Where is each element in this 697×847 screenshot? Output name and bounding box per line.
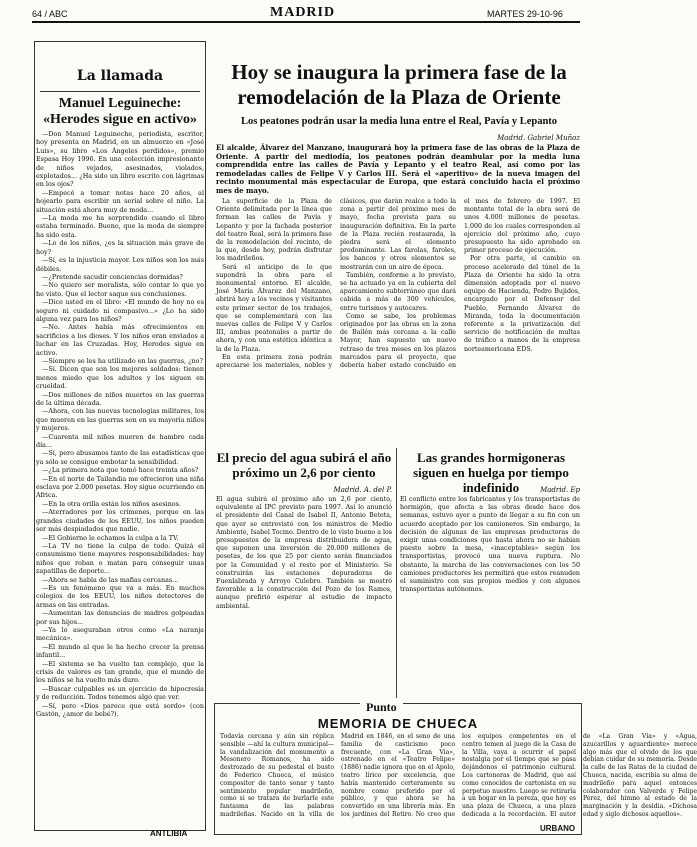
llamada-paragraph: —Dice usted en el libro: «El mundo de hoy no es seguro ni cuidado ni compasivo...» ¿Lo ha sido alguna vez para los niños? <box>36 298 204 323</box>
llamada-paragraph: —Sí, pero «Dios parece que está sordo» (con Gastón, ¿amor de bebé?). <box>36 701 204 719</box>
llamada-paragraph: —Ahora se habla de las mafias cercanas... <box>42 575 179 584</box>
llamada-paragraph: —La moda me ha sorprendido cuando el libro estaba terminado. Bueno, que la moda de siempre ha sido esta. <box>36 214 204 239</box>
punto-signature: URBANO <box>540 824 576 833</box>
strike-body: El conflicto entre los fabricantes y los transportistas de hormigón, que afecta a las obras desde hace dos semanas, estuvo ayer a punto de llegar a su fin con un acuerdo aceptado por los camioneros. Sin embargo, la decisión de algunas de las empresas productoras de exigir unas condiciones que hasta ahora no se habían puesto sobre la mesa, «inaceptables» según los transportistas, provocó una nueva ruptura. No obstante, la marcha de las conversaciones con los 50 camiones productores les permitirá que estos reanuden el suministro con sus propios medios y con algunos transportistas autónomos. <box>400 496 580 594</box>
llamada-paragraph: —Sí, pero abusamos tanto de las estadísticas que ya sólo se consigue embotar la sensibilidad. <box>36 449 204 466</box>
llamada-paragraph: —¿Pretende sacudir conciencias dormidas? <box>42 272 183 281</box>
llamada-paragraph: —Siempre se les ha utilizado en las guerras, ¿no? <box>42 356 203 365</box>
llamada-paragraph: —No. Antes había más ofrecimientos en sacrificios a los dioses. Y los niños eran enviados a luchar en las Cruzadas. Hoy, Herodes sigue en activo. <box>36 323 204 357</box>
main-paragraph: Será el anticipo de lo que supondrá la obra para el monumental entorno. El alcalde, José María Álvarez del Manzano, abrirá hoy a los vecinos y visitantes este primer sector de los trabajos, que se complementará con las nuevas calles de Felipe V y Carlos III, ambas peatonales a partir de ahora, y con una estética idéntica a la de la Plaza. <box>216 263 332 353</box>
punto-label: Punto <box>360 700 403 715</box>
header-rule <box>32 21 580 23</box>
strike-headline: Las grandes hormigoneras siguen en huelga por tiempo indefinido <box>413 450 569 495</box>
punto-body: Todavía cercana y aún sin réplica sensible —ahí la cultura municipal— la vandalización del monumento a Mesonero Romanos, ha sido destrozado de su pedestal el busto de Federico Chueca, el músico compositor de tanto sonar y tanto sentimiento popular madrileño, como si se tratara de burlarle este fantasma de las palabras madrileñas. Nacido en la villa de Madrid en 1846, en el seno de una familia de casticismo poco frecuente, con «La Gran Vía», estrenado en el «Teatro Felipe» (1886) nadie ignora que en el Apolo, teatro lírico por excelencia, que había mantenido certeramente su nombre como preferido por el público, y que ahora se ha convertido en una librería más. En los jardines del Retiro. No creo que los equipos competentes en el centro temen al juego de la Casa de la Villa, vaya a ocurrir el papel nostalgia por el tiempo que se pasa dejándonos el patrimonio cultural. Los cartoneras de Madrid, que así como conocidos de cartonista en su perpetuo nuestro. Luego se retiraría a un hogar en la pereza, que hoy es una plaza de Chueca, a una plaza dedicada a la recordación. El autor de «La Gran Vía» y «Agua, azucarillos y aguardiente» merece algo más que el olvido de los que debían cuidar de su memoria. Desde la calle de las Ratas de la ciudad de Chueca, nacida, escribía su alma de madrileño para aquel entonces colaborador con Valverde y Felipe Pérez, del himno al estado de la marginación y la desidia. «Dichosa edad y siglo dichosos aquellos». <box>220 733 697 818</box>
main-byline: Madrid. Gabriel Muñoz <box>497 134 580 142</box>
llamada-paragraph: —Empecé a tomar notas hace 20 años, al hojearlo para escribir un serial sobre el niño. La situación está ahora muy de moda... <box>36 188 204 214</box>
llamada-paragraph: —Dos millones de niños muertos en las guerras de la última década. <box>36 390 204 407</box>
llamada-paragraph: —Lo de los niños, ¿es la situación más grave de hoy? <box>36 239 204 256</box>
main-paragraph: En esta primera zona podrán apreciarse los materiales, nobles y clásicos, que darán realce a todo la zona a partir del próximo mes de mayo, fecha prevista para su inauguración definitiva. En la parte de la Plaza recién restaurada, la piedra será el elemento predominante. Las farolas, faroles, los bancos y otros elementos se mostrarán con un aire de época. <box>216 198 456 370</box>
section-title: MADRID <box>270 5 336 20</box>
llamada-paragraph: —En la otra orilla están los niños asesinos. <box>42 499 181 508</box>
llamada-paragraph: —¿La primera nota que tomó hace treinta años? <box>42 466 199 475</box>
llamada-paragraph: —El sistema se ha vuelto tan complejo, que la crisis de valores es tan grande, que el mundo de los niños se ha vuelto más duro. <box>36 659 204 685</box>
llamada-paragraph: —Aumentan las denuncias de madres golpeadas por sus hijos... <box>36 609 204 626</box>
llamada-paragraph: —Cuarenta mil niños mueren de hambre cada día... <box>36 432 204 450</box>
water-headline: El precio del agua subirá el año próximo un 2,6 por ciento <box>216 450 392 480</box>
llamada-paragraph: —En el norte de Tailandia me ofrecieron una niña esclava por 2.000 pesetas. Hoy sigue ocurriendo en Africa. <box>36 474 204 500</box>
water-byline: Madrid. A. del P. <box>333 486 392 494</box>
main-paragraph: También, conforme a lo previsto, se ha actuado ya en la cubierta del aparcamiento subterráneo que dará cabida a más de 300 vehículos, entre turismos y autocares. <box>340 271 456 312</box>
main-subheadline: Los peatones podrán usar la media luna entre el Real, Pavía y Lepanto <box>240 116 558 127</box>
llamada-paragraph: —Don Manuel Leguineche, periodista, escritor, hoy presenta en Madrid, en un almuerzo en «José Luis», su libro «Los Ángeles perdidos», premio Espasa Hoy 1996. En una colección impresionante de niños vejados, asesinados, violados, explotados... ¿Ha sido un libro escrito con lágrimas en los ojos? <box>36 130 204 189</box>
main-paragraph: Por otra parte, el cambio en proceso acelerado del túnel de la Plaza de Oriente ha sido la otra dimensión adoptada por el nuevo equipo de Hacienda, Pedro Bujidos, encargado por el Defensor del Pueblo, Fernando Álvarez de Miranda, toda la documentación referente a la privatización del servicio de notificación de multas de tráfico a manos de la empresa norteamericana EDS. <box>464 255 580 353</box>
llamada-paragraph: —El mundo al que le ha hecho crecer la prensa infantil... <box>36 642 204 660</box>
llamada-signature: ANTLIBIA <box>150 829 188 838</box>
main-paragraph: La superficie de la Plaza de Oriente delimitada por la línea que forman las calles de Pavía y Lepanto y por la fachada posterior del teatro Real, será la primera fase de la remodelación del recinto, de la que, desde hoy, podrán disfrutar los madrileños. <box>216 198 332 263</box>
llamada-paragraph: —El Gobierno le echamos la culpa a la TV. <box>42 533 179 542</box>
column-divider <box>396 448 397 698</box>
llamada-rule <box>40 91 200 92</box>
llamada-paragraph: —No quiero ser moralista, sólo contar lo que yo he visto. Que el lector saque sus conclusiones. <box>36 281 204 298</box>
llamada-paragraph: —Ahora, con las nuevas tecnologías militares, los que mueren en las guerras son en su mayoría niños y mujeres. <box>36 407 204 433</box>
llamada-headline: Manuel Leguineche: «Herodes sigue en activo» <box>42 96 198 127</box>
water-body: El agua subirá el próximo año un 2,6 por ciento, equivalente al IPC previsto para 1997. Así lo anunció el presidente del Canal de Isabel II, Antonio Beteta, que ayer se entrevistó con los ministros de Medio Ambiente, Isabel Tocino. Dentro de lo visto bueno a los presupuestos de la empresa distribuidora de agua, que suponen una inversión de 20.000 millones de pesetas, de los que 25 por ciento serán financiados por la Comunidad y el resto por el Ministerio. Se construirán las estaciones depuradoras de Fuenlabrada y Arroyo Culebro. También se mostró favorable a la construcción del Pozo de los Ramos, aunque prefirió esperar al estudio de impacto ambiental. <box>216 496 392 610</box>
issue-date: MARTES 29-10-96 <box>487 9 563 19</box>
llamada-section-label: La llamada <box>76 68 164 84</box>
page-number: 64 / ABC <box>32 9 68 19</box>
main-headline: Hoy se inaugura la primera fase de la remodelación de la Plaza de Oriente <box>231 60 567 109</box>
llamada-paragraph: —Buscar culpables es un ejercicio de hipocresía y de reducción. Todos tenemos algo que ver. <box>36 684 204 702</box>
llamada-paragraph: —Sí, es la injusticia mayor. Los niños son los más débiles. <box>36 256 204 273</box>
punto-headline: MEMORIA DE CHUECA <box>317 716 479 731</box>
llamada-paragraph: —La TV no tiene la culpa de todo. Quizá el consumismo tiene mayores responsabilidades: hay niños que roban o matan para conseguir unas zapatillas de deporte... <box>36 541 204 576</box>
llamada-paragraph: —Ya lo aseguraban otros como «La naranja mecánica». <box>36 625 204 643</box>
main-paragraph: Como se sabe, los problemas originados por las obras en la zona de Bailén más cercana a la calle Mayor, han supuesto un nuevo retraso de tres meses en los plazos marcados para el proyecto, que debería haber estado concluido en el mes de febrero de 1997. El montante total de la obra será de unos 4.000 millones de pesetas. 1.000 de los cuales corresponden al ejercicio del próximo año, cuyo presupuesto ha sido aprobado en primer proceso de ejecución. <box>340 198 580 370</box>
llamada-body <box>36 130 204 820</box>
strike-byline: Madrid. Ep <box>540 486 580 494</box>
main-lead: El alcalde, Álvarez del Manzano, inaugurará hoy la primera fase de las obras de la Plaza de Oriente. A partir del mediodía, los peatones podrán deambular por la media luna comprendida entre las calles de Pavía y Lepanto y el teatro Real, así como por las remodeladas calles de Felipe V y Carlos III. Será el «aperitivo» de la nueva imagen del recinto monumental más espectacular de Europa, que estará concluido hacia el próximo mes de mayo. <box>216 143 580 195</box>
llamada-paragraph: —Aterradores por los crímenes, porque en las grandes ciudades de los EEUU, los niños pueden ser más despiadados que nadie. <box>36 508 204 534</box>
main-body <box>216 198 580 443</box>
llamada-paragraph: —Sí. Dicen que son los mejores soldados: tienen menos miedo que los adultos y los siguen en crueldad. <box>36 365 204 391</box>
llamada-paragraph: —Es un fenómeno que va a más. En muchos colegios de los EEUU, los niños detectores de armas en las entradas. <box>36 583 204 609</box>
